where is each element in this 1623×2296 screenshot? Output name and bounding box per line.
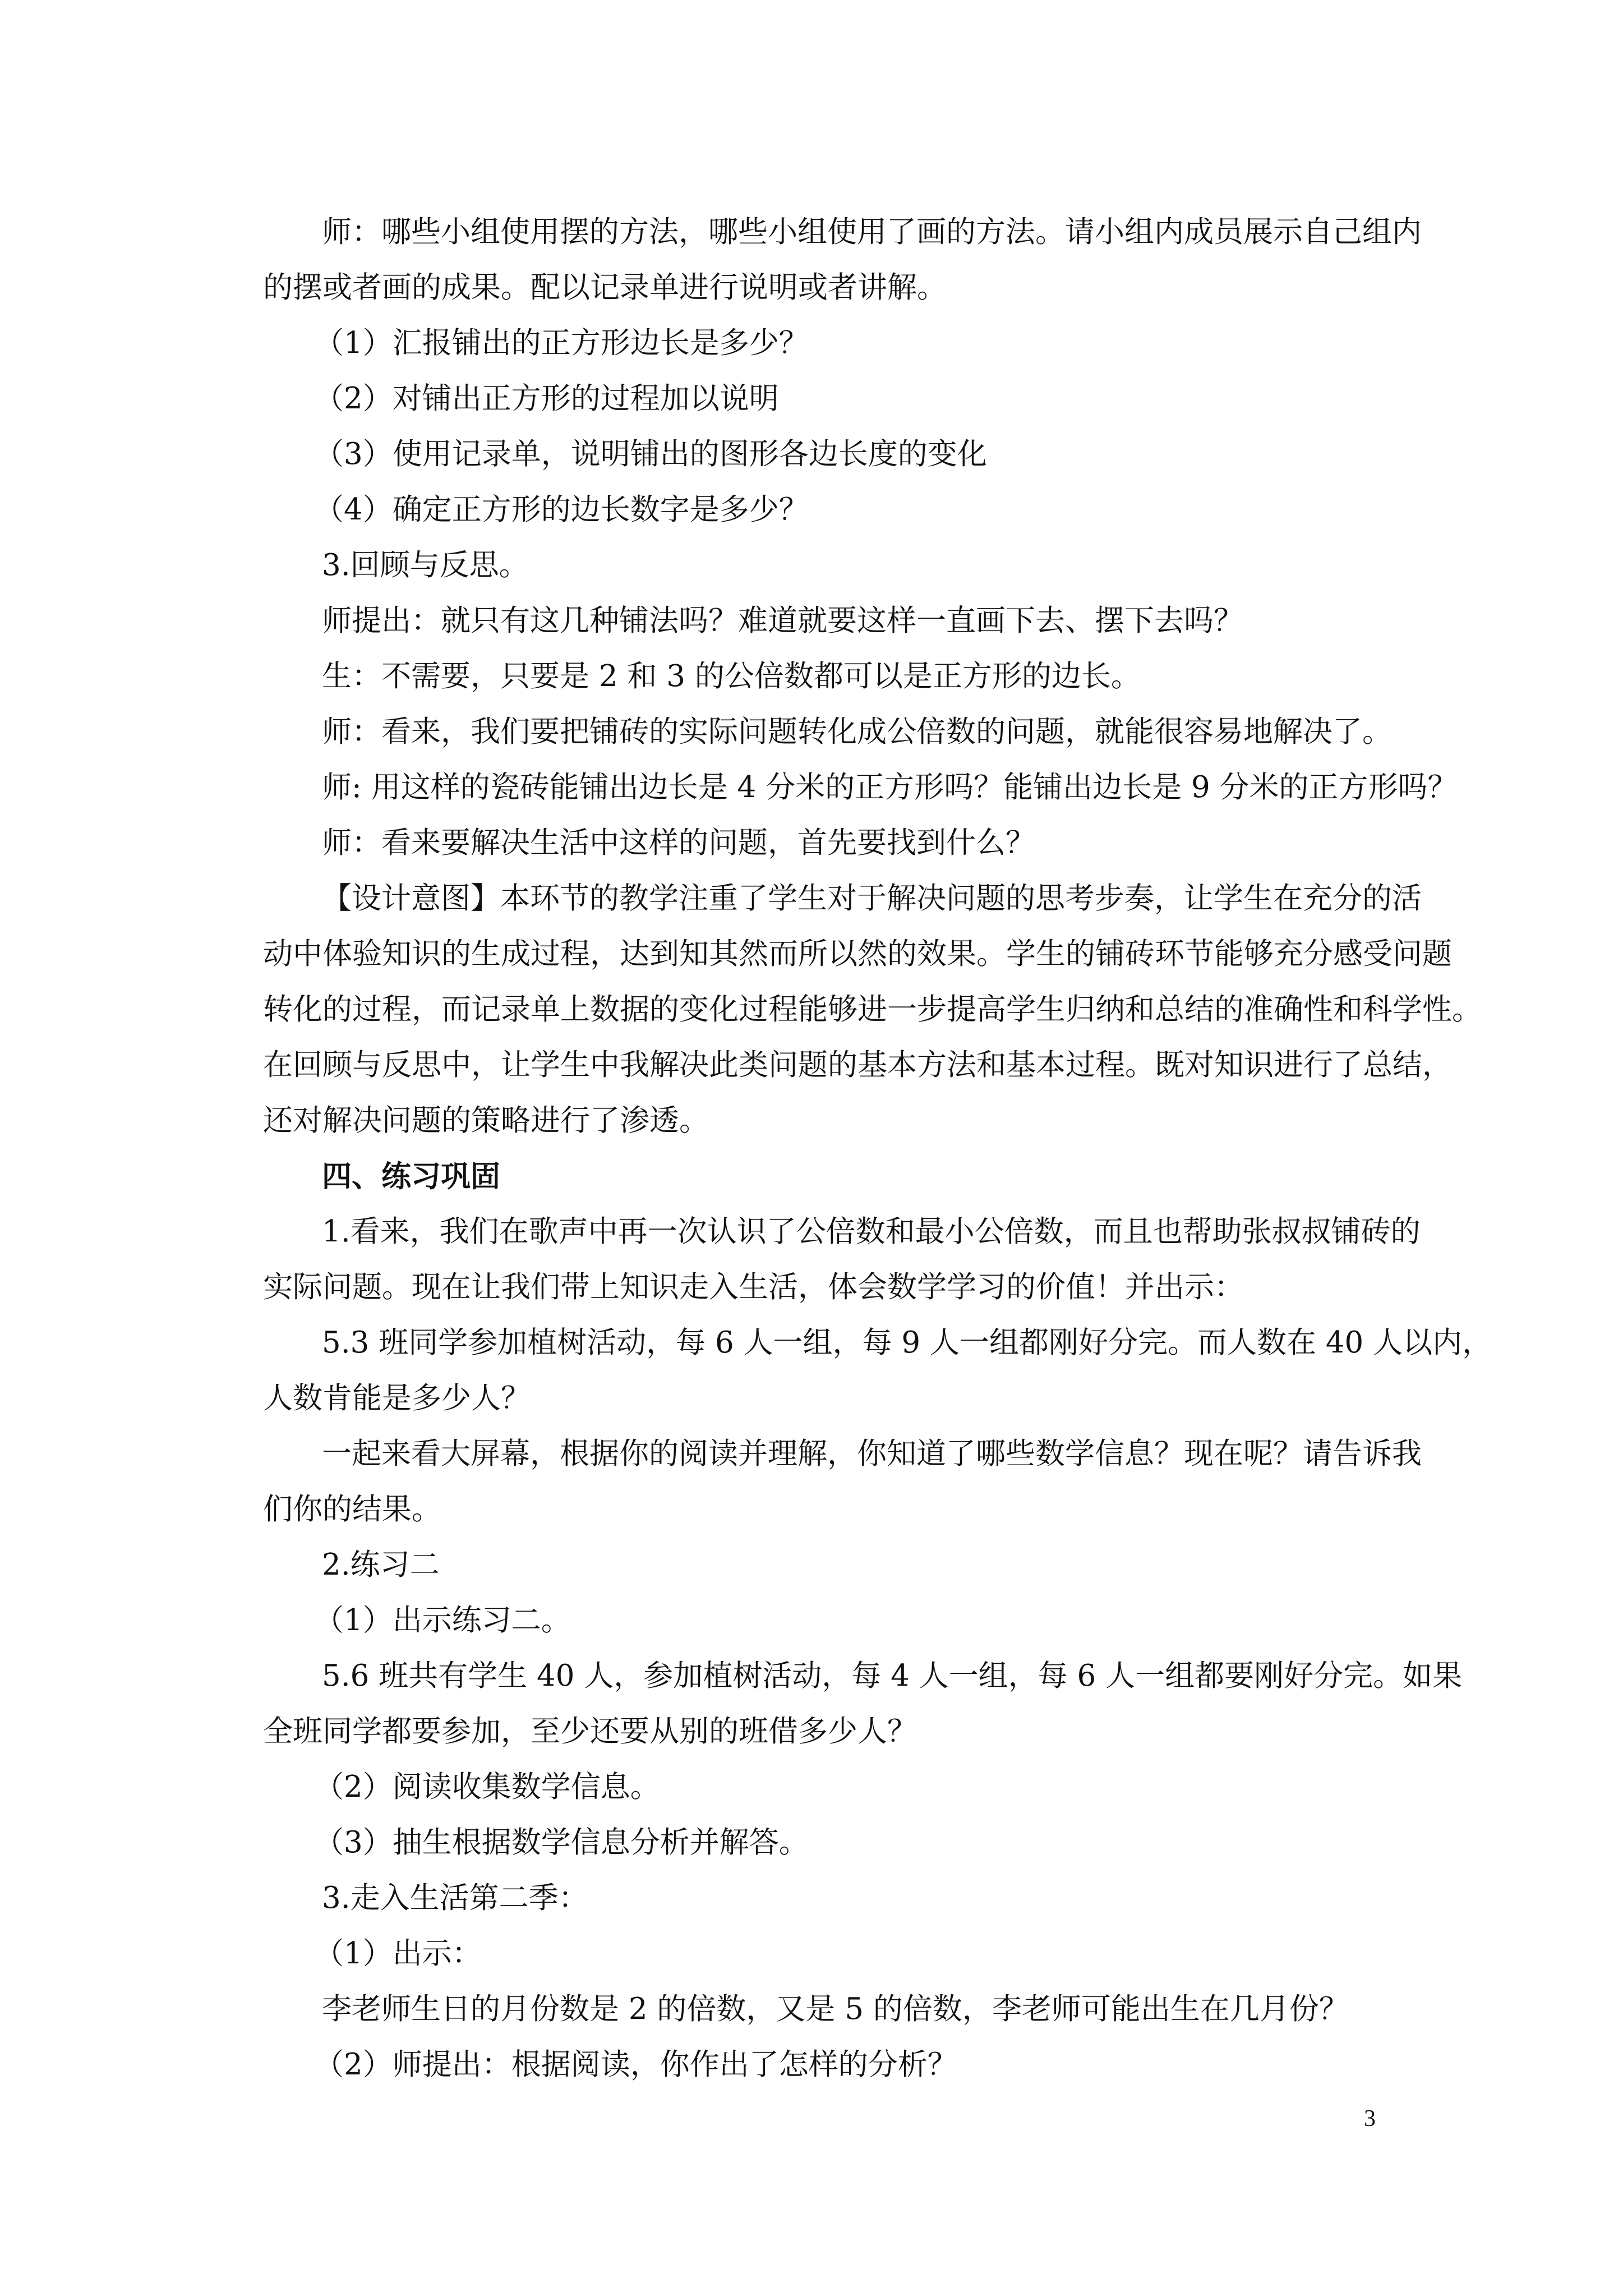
paragraph-line: 转化的过程，而记录单上数据的变化过程能够进一步提高学生归纳和总结的准确性和科学性。 — [263, 992, 1482, 1027]
paragraph-line: 5.6 班共有学生 40 人，参加植树活动，每 4 人一组，每 6 人一组都要刚好分完。如果 — [322, 1659, 1463, 1693]
paragraph-line: 师：看来，我们要把铺砖的实际问题转化成公倍数的问题，就能很容易地解决了。 — [322, 715, 1392, 749]
list-item: （1）汇报铺出的正方形边长是多少？ — [314, 326, 809, 360]
section-heading: 四、练习巩固 — [322, 1159, 500, 1194]
list-item: （3）使用记录单，说明铺出的图形各边长度的变化 — [314, 437, 987, 471]
paragraph-line: 在回顾与反思中，让学生中我解决此类问题的基本方法和基本过程。既对知识进行了总结， — [263, 1048, 1452, 1082]
list-item: （1）出示： — [314, 1936, 482, 1971]
paragraph-line: 动中体验知识的生成过程，达到知其然而所以然的效果。学生的铺砖环节能够充分感受问题 — [263, 937, 1452, 971]
list-item: （1）出示练习二。 — [314, 1603, 571, 1637]
paragraph-line: 师提出：就只有这几种铺法吗？难道就要这样一直画下去、摆下去吗？ — [322, 604, 1243, 638]
paragraph-line: 李老师生日的月份数是 2 的倍数，又是 5 的倍数，李老师可能出生在几月份？ — [322, 1992, 1349, 2026]
paragraph-line: 还对解决问题的策略进行了渗透。 — [263, 1103, 709, 1138]
paragraph-line: 的摆或者画的成果。配以记录单进行说明或者讲解。 — [263, 270, 947, 305]
list-item: （2）师提出：根据阅读，你作出了怎样的分析？ — [314, 2047, 957, 2082]
list-item: （2）对铺出正方形的过程加以说明 — [314, 381, 779, 416]
paragraph-line: 们你的结果。 — [263, 1492, 441, 1526]
list-item: （2）阅读收集数学信息。 — [314, 1770, 660, 1804]
paragraph-line: 1.看来，我们在歌声中再一次认识了公倍数和最小公倍数，而且也帮助张叔叔铺砖的 — [322, 1214, 1421, 1249]
paragraph-line: 5.3 班同学参加植树活动，每 6 人一组，每 9 人一组都刚好分完。而人数在 40 人以内， — [322, 1326, 1492, 1360]
list-item: （3）抽生根据数学信息分析并解答。 — [314, 1825, 809, 1860]
paragraph-line: 师：哪些小组使用摆的方法，哪些小组使用了画的方法。请小组内成员展示自己组内 — [322, 215, 1422, 249]
paragraph-line: 人数肯能是多少人？ — [263, 1381, 531, 1415]
paragraph-line: 一起来看大屏幕，根据你的阅读并理解，你知道了哪些数学信息？现在呢？请告诉我 — [322, 1437, 1422, 1471]
paragraph-line: 师: 用这样的瓷砖能铺出边长是 4 分米的正方形吗？能铺出边长是 9 分米的正方形吗？ — [322, 770, 1458, 804]
section-step-title: 3.回顾与反思。 — [322, 548, 529, 582]
section-step-title: 2.练习二 — [322, 1548, 440, 1582]
section-step-title: 3.走入生活第二季： — [322, 1881, 588, 1915]
paragraph-line: 师：看来要解决生活中这样的问题，首先要找到什么？ — [322, 826, 1035, 860]
paragraph-line: 全班同学都要参加，至少还要从别的班借多少人？ — [263, 1714, 917, 1749]
paragraph-line: 【设计意图】本环节的教学注重了学生对于解决问题的思考步奏，让学生在充分的活 — [322, 881, 1422, 915]
paragraph-line: 实际问题。现在让我们带上知识走入生活，体会数学学习的价值！并出示： — [263, 1270, 1244, 1304]
paragraph-line: 生：不需要，只要是 2 和 3 的公倍数都可以是正方形的边长。 — [322, 659, 1141, 693]
list-item: （4）确定正方形的边长数字是多少？ — [314, 493, 809, 527]
page-number: 3 — [1364, 2106, 1376, 2132]
